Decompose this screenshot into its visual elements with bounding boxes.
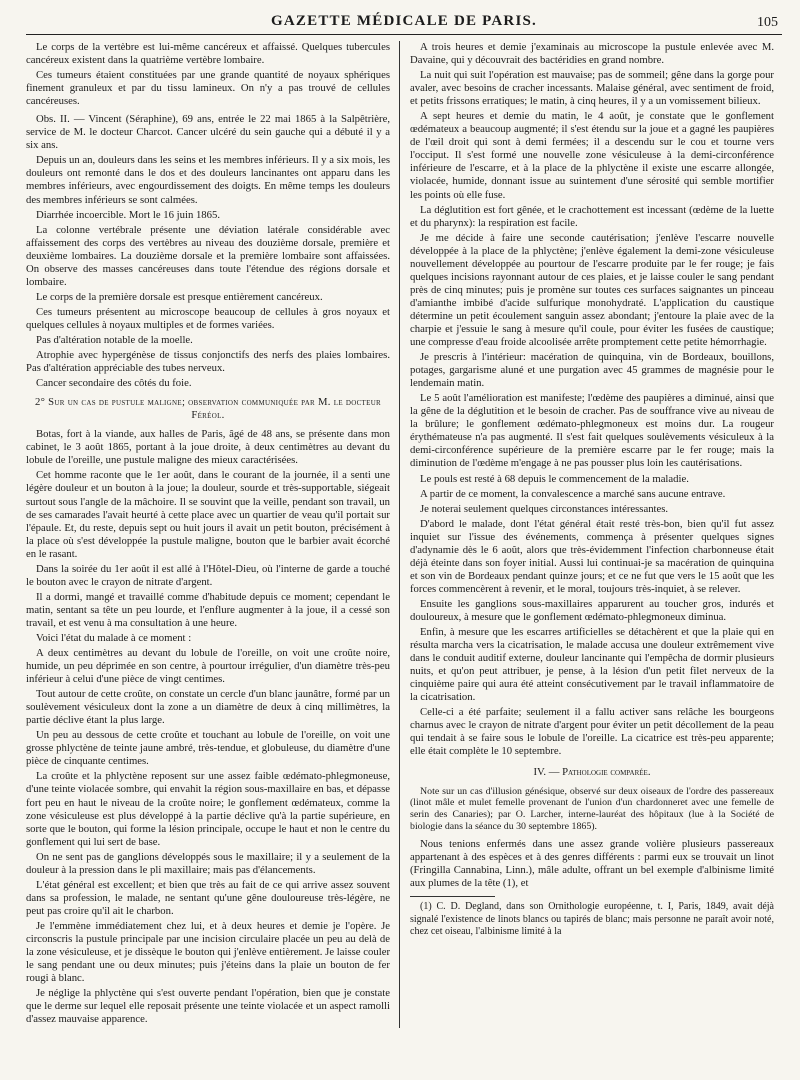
right-column xyxy=(400,41,774,1028)
two-column-body xyxy=(26,41,782,1028)
paragraph: Pas d'altération notable de la moelle. xyxy=(36,333,193,346)
page-number: 105 xyxy=(757,15,778,30)
section-title: 2° Sur un cas de pustule maligne; observation communiquée par M. le docteur Féréol. xyxy=(34,396,382,422)
paragraph: Le corps de la vertèbre est lui-même cancéreux et affaissé. Quelques tubercules cancéreux existent dans la quatrième vertèbre lombaire. xyxy=(26,41,390,67)
paragraph: Le pouls est resté à 68 depuis le commencement de la maladie. xyxy=(420,472,689,485)
paragraph: Diarrhée incoercible. Mort le 16 juin 1865. xyxy=(36,208,221,221)
footnote-divider xyxy=(410,896,495,897)
paragraph: Je l'emmène immédiatement chez lui, et à deux heures et demie je l'opère. Je circonscris la pustule principale par une incision circulaire placée un peu au delà de la zone vésiculeuse, et je dissèque le bouton qui j'enlève entièrement. Je laisse couler le sang pendant une ou deux minutes; puis j'éteins dans la plaie un bouton de fer rougi à blanc. xyxy=(26,919,390,985)
paragraph: Je prescris à l'intérieur: macération de quinquina, vin de Bordeaux, bouillons, potages, gargarisme aluné et une purgation avec 45 grammes de magnésie pour le lendemain matin. xyxy=(410,351,774,390)
section-heading: IV. — Pathologie comparée. xyxy=(533,766,651,779)
paragraph: On ne sent pas de ganglions développés sous le maxillaire; il y a seulement de la douleur à la pression dans le pli maxillaire; mais pas d'élancements. xyxy=(26,850,390,876)
paragraph: Un peu au dessous de cette croûte et touchant au lobule de l'oreille, on voit une grosse phlyctène de teinte jaune ambré, très-tendue, et globuleuse, du diamètre d'une pièce de cinquante centimes. xyxy=(26,729,390,768)
paragraph: Je néglige la phlyctène qui s'est ouverte pendant l'opération, bien que je constate que le derme sur lequel elle reposait présente une teinte violacée et un aspect ramolli d'assez mauvaise apparence. xyxy=(26,987,390,1026)
paragraph: A deux centimètres au devant du lobule de l'oreille, on voit une croûte noire, humide, un peu déprimée en son centre, à pourtour irrégulier, d'un diamètre très-peu inférieur à celui d'une pièce de vingt centimes. xyxy=(26,647,390,686)
paragraph: Voici l'état du malade à ce moment : xyxy=(36,631,192,644)
paragraph: La croûte et la phlyctène reposent sur une assez faible œdémato-phlegmoneuse, d'une teinte violacée sombre, qui envahit la région sous-maxillaire en bas, et dépasse fort peu en haut le niveau de la croûte noire; le gonflement œdémateux, comme la zone vésiculeuse est plus développé à la partie déclive qu'à la partie supérieure, en sorte que le bouton, qui forme la lésion principale, occupe le haut et non le centre du gonflement qui lui sert de base. xyxy=(26,770,390,848)
paragraph: Ces tumeurs présentent au microscope beaucoup de cellules à gros noyaux et quelques cellules à noyaux multiples et de formes variées. xyxy=(26,305,390,331)
paragraph: A partir de ce moment, la convalescence a marché sans aucune entrave. xyxy=(420,487,726,500)
paragraph: Cancer secondaire des côtés du foie. xyxy=(36,377,192,390)
paragraph: Je me décide à faire une seconde cautérisation; j'enlève l'escarre nouvelle développée à la place de la phlyctène; j'enlève également la demi-zone vésiculeuse nouvellement développée au pourtour de l'escarre produite par le fer rouge; je fais quelques incisions rayonnant autour de ces plaies, et je laisse couler le sang pendant près de cinq minutes; puis je promène sur toutes ces surfaces saignantes un pinceau d'amianthe imbibé d'acide sulfurique monohydraté. L'application du caustique détermine un petit écoulement sanguin assez abondant; j'entoure la plaie avec de la charpie et j'essuie le sang à mesure qu'il coule, pour éviter les fusées de caustique; une compresse d'eau froide alcoolisée arrête promptement cette petite hémorrhagie. xyxy=(410,231,774,349)
paragraph: Tout autour de cette croûte, on constate un cercle d'un blanc jaunâtre, formé par un soulèvement vésiculeux dont la zone a un diamètre de deux à cinq millimètres, la partie déclive étant la plus large. xyxy=(26,688,390,727)
paragraph: La nuit qui suit l'opération est mauvaise; pas de sommeil; gêne dans la gorge pour avaler, avec besoins de cracher incessants. Malaise général, avec sentiment de froid, et petits frissons erratiques; le matin, à cinq heures, il y a un vomissement bilieux. xyxy=(410,69,774,108)
paragraph: Botas, fort à la viande, aux halles de Paris, âgé de 48 ans, se présente dans mon cabinet, le 3 août 1865, portant à la joue droite, à deux centimètres au devant du lobule de l'oreille, une pustule maligne des mieux caractérisées. xyxy=(26,428,390,467)
paragraph: Je noterai seulement quelques circonstances intéressantes. xyxy=(420,502,669,515)
paragraph: L'état général est excellent; et bien que très au fait de ce qui arrive assez souvent dans sa profession, le malade, ne sentant qu'une gêne douloureuse très-légère, ne peut pas croire qu'il ait le charbon. xyxy=(26,878,390,917)
paragraph: Le 5 août l'amélioration est manifeste; l'œdème des paupières a diminué, ainsi que la gêne de la déglutition et le besoin de cracher. Pas de souffrance vive au niveau de la brûlure; le gonflement œdémato-phlegmoneux est moins dur. La rougeur érythémateuse n'a pas augmenté. Il s'est fait quelques soulèvements vésiculeux à la demi-circonférence supérieure de la première escarre par le fer rouge; mais la diminution de l'œdème m'engage à ne pas pousser plus loin les cautérisations. xyxy=(410,392,774,470)
observation-heading: Obs. II. — Vincent (Séraphine), 69 ans, entrée le 22 mai 1865 à la Salpêtrière, service de M. le docteur Charcot. Cancer ulcéré du sein gauche qui a débuté il y a six ans. xyxy=(26,113,390,152)
paragraph: A sept heures et demie du matin, le 4 août, je constate que le gonflement œdémateux a beaucoup augmenté; il s'est étendu sur la joue et a gagné les paupières de l'œil droit qui sont à demi fermées; il a descendu sur le cou et tourne vers l'occiput. Il s'est formé une nouvelle zone vésiculeuse à la demi-circonférence inférieure de l'escarre, et à la place de la phlyctène il existe une escarre allongée, violacée, humide, donnant issue au suintement d'une sérosité qui semble mortifier les points où elle fuse. xyxy=(410,110,774,201)
paragraph: Cet homme raconte que le 1er août, dans le courant de la journée, il a senti une légère douleur et un bouton à la joue; la douleur, sourde et très-supportable, siégeait surtout sous l'angle de la mâchoire. Il se souvint que la veille, pendant son travail, un de ses camarades l'avait heurté à cette place avec un quartier de veau qu'il portait sur l'épaule. Et, du reste, depuis sept ou huit jours il avait un petit bouton, précisément à la place où s'est développée la pustule maligne, bouton que le barbier avait écorché en le rasant. xyxy=(26,469,390,560)
journal-title: GAZETTE MÉDICALE DE PARIS. xyxy=(271,13,537,29)
paragraph: Il a dormi, mangé et travaillé comme d'habitude depuis ce moment; cependant le matin, sentant sa tête un peu lourde, et l'enflure augmenter à la joue, il a cessé son travail, et est venu à ma consultation à une heure. xyxy=(26,590,390,629)
paragraph: Enfin, à mesure que les escarres artificielles se détachèrent et que la plaie qui en résulta marcha vers la cicatrisation, le malade accusa une douleur extrêmement vive dans le conduit auditif externe, douleur lancinante qui l'empêcha de dormir plusieurs nuits, et qu'on peut attribuer, je pense, à la lésion d'un petit filet nerveux de la cinquième paire qui aura été atteint consécutivement par le travail inflammatoire de la cicatrisation. xyxy=(410,626,774,704)
page-header xyxy=(26,12,782,35)
paragraph: Le corps de la première dorsale est presque entièrement cancéreux. xyxy=(36,290,323,303)
left-column xyxy=(26,41,400,1028)
paragraph: La déglutition est fort gênée, et le crachottement est incessant (œdème de la luette et du pharynx): la respiration est facile. xyxy=(410,203,774,229)
note-title: Note sur un cas d'illusion génésique, observé sur deux oiseaux de l'ordre des passereaux (linot mâle et mulet femelle provenant de l'union d'un chardonneret avec une femelle de serin des Canaries); par O. Larcher, interne-lauréat des hôpitaux (lue à la Société de biologie dans la séance du 30 septembre 1865). xyxy=(410,785,774,832)
paragraph: Celle-ci a été parfaite; seulement il a fallu activer sans relâche les bourgeons charnus avec le crayon de nitrate d'argent pour éviter un petit décollement de la peau qui tendait à se faire sous le lobule de l'oreille. La cicatrice est très-peu apparente; elle était complète le 10 septembre. xyxy=(410,706,774,758)
footnote: (1) C. D. Degland, dans son Ornithologie européenne, t. I, Paris, 1849, avait déjà signalé l'existence de linots blancs ou tapirés de blanc; mais personne ne paraît avoir noté, chez cet oiseau, l'albinisme limité à la xyxy=(410,901,774,937)
paragraph: Nous tenions enfermés dans une assez grande volière plusieurs passereaux appartenant à des espèces et à des genres différents : parmi eux se trouvait un linot (Fringilla Cannabina, Linn.), mâle adulte, offrant un bel exemple d'albinisme limité aux plumes de la tête (1), et xyxy=(410,838,774,890)
paragraph: Depuis un an, douleurs dans les seins et les membres inférieurs. Il y a six mois, les douleurs ont remonté dans le dos et des douleurs lancinantes ont apparu dans les membres inférieurs, avec engourdissement des doigts. En même temps les douleurs des membres inférieurs se sont calmées. xyxy=(26,154,390,206)
paragraph: La colonne vertébrale présente une déviation latérale considérable avec affaissement des corps des vertèbres au niveau des douzième dorsale, première et deuxième lombaires. La douzième dorsale et la première lombaire sont affaissées. On observe des masses cancéreuses dans toute l'étendue des régions dorsale et lombaire. xyxy=(26,223,390,288)
paragraph: Atrophie avec hypergénèse de tissus conjonctifs des nerfs des plaies lombaires. Pas d'altération appréciable des tubes nerveux. xyxy=(26,349,390,375)
paragraph: A trois heures et demie j'examinais au microscope la pustule enlevée avec M. Davaine, qui y découvrait des bactéridies en grand nombre. xyxy=(410,41,774,67)
paragraph: D'abord le malade, dont l'état général était resté très-bon, bien qu'il fut assez inquiet sur l'issue des événements, commença à présenter quelques signes d'adynamie dès le 6 août, alors que très-évidemment l'infection charbonneuse était déjà éteinte dans son foyer initial. Aussi lui continuai-je sa macération de quinquina et son vin de Bordeaux pendant quinze jours; et ce ne fut que vers le 15 août que les forces commencèrent à revenir, et le moral, toujours très-inquiet, à se relever. xyxy=(410,517,774,595)
paragraph: Ensuite les ganglions sous-maxillaires apparurent au toucher gros, indurés et douloureux, à mesure que le gonflement œdémato-phlegmoneux diminua. xyxy=(410,597,774,623)
paragraph: Ces tumeurs étaient constituées par une grande quantité de noyaux sphériques finement granuleux et par du tissu lamineux. On n'y a pas trouvé de cellules cancéreuses. xyxy=(26,69,390,108)
paragraph: Dans la soirée du 1er août il est allé à l'Hôtel-Dieu, où l'interne de garde a touché le bouton avec le crayon de nitrate d'argent. xyxy=(26,562,390,588)
